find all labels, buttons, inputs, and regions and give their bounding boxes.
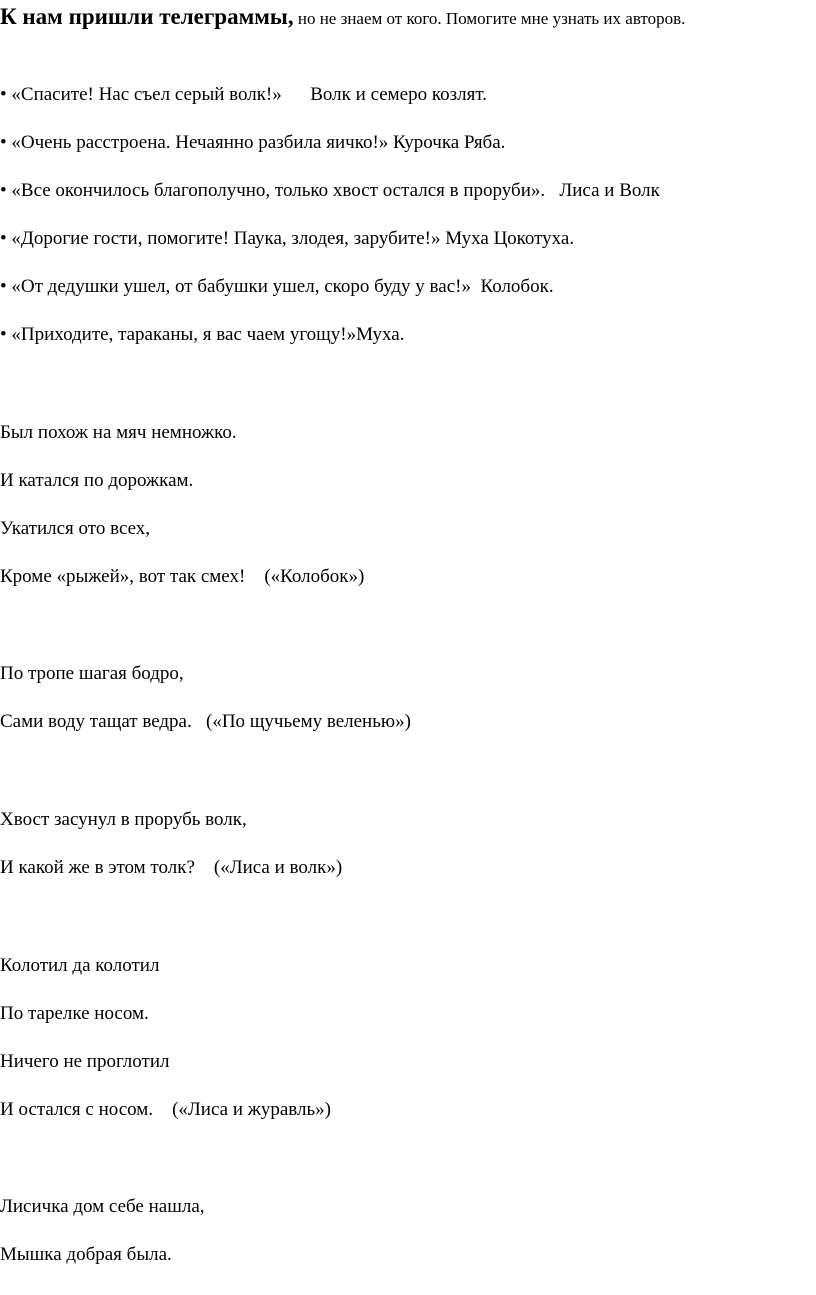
- riddle-line: По тарелке носом.: [0, 1003, 149, 1024]
- riddle-line: Хвост засунул в прорубь волк,: [0, 809, 247, 830]
- riddle-line: Лисичка дом себе нашла,: [0, 1196, 205, 1217]
- telegram-line: • «Очень расстроена. Нечаянно разбила яичко!» Курочка Ряба.: [0, 132, 506, 153]
- riddle-line: И катался по дорожкам.: [0, 470, 194, 491]
- riddle-line: Ничего не проглотил: [0, 1051, 170, 1072]
- telegram-line: • «Приходите, тараканы, я вас чаем угощу!»Муха.: [0, 324, 405, 345]
- telegram-line: • «Спасите! Нас съел серый волк!» Волк и семеро козлят.: [0, 84, 487, 105]
- riddle-line: И остался с носом. («Лиса и журавль»): [0, 1099, 331, 1120]
- intro-heading-bold: К нам пришли телеграммы,: [0, 4, 294, 29]
- riddle-line: Кроме «рыжей», вот так смех! («Колобок»): [0, 566, 365, 587]
- riddle-line: Укатился ото всех,: [0, 518, 151, 539]
- telegram-line: • «От дедушки ушел, от бабушки ушел, скоро буду у вас!» Колобок.: [0, 276, 554, 297]
- riddle-line: Сами воду тащат ведра. («По щучьему веленью»): [0, 711, 411, 732]
- telegram-line: • «Дорогие гости, помогите! Паука, злодея, зарубите!» Муха Цокотуха.: [0, 228, 575, 249]
- riddle-line: Мышка добрая была.: [0, 1244, 172, 1265]
- intro-heading-text: но не знаем от кого. Помогите мне узнать их авторов.: [293, 9, 686, 28]
- riddle-line: И какой же в этом толк? («Лиса и волк»): [0, 857, 343, 878]
- riddle-line: Был похож на мяч немножко.: [0, 422, 237, 443]
- telegram-line: • «Все окончилось благополучно, только хвост остался в проруби». Лиса и Волк: [0, 180, 660, 201]
- intro-heading: [0, 4, 800, 32]
- riddle-line: По тропе шагая бодро,: [0, 663, 184, 684]
- riddle-line: Колотил да колотил: [0, 955, 160, 976]
